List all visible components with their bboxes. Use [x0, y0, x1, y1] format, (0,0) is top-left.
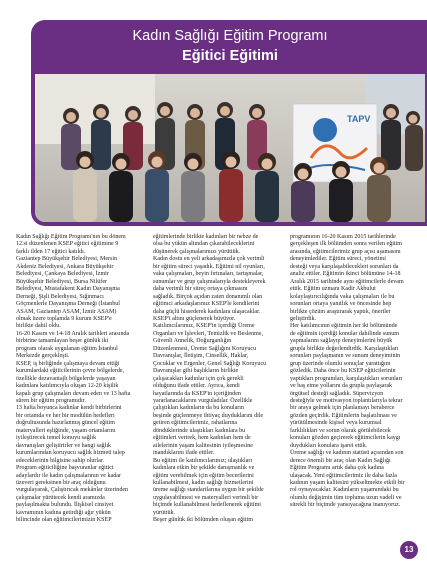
col3-line: ettik. Eğitim uzmanı Kadir Akbulut [290, 286, 376, 293]
col2-line: Bu eğitim ile katılımcılarımız; ulaştıkları [153, 457, 253, 464]
col1-line: Program eğiticiliğine başvuranlar eğitici [16, 465, 114, 472]
col3-line: olumlu değişimin tüm topluma uzun vadeli ve [290, 494, 402, 501]
col2-line: bir eğitim süreci yaşadık. Eğitimi nil oyunları, [153, 263, 265, 270]
col2-line: yararlanacaklarını vurguladılar. Özellikle [153, 397, 253, 404]
col3-line: sürekli bir biçimde yansıyacağına inanıyoruz. [290, 502, 401, 509]
col2-line: sağladık. Birçok açıdan zaten donanımlı olan [153, 293, 263, 300]
col2-line: olsa bu yükün altından çıkarabileceklerini [153, 241, 255, 248]
col1-line: süren bir eğitim programıdır. [16, 397, 86, 404]
article-title-line-2: Eğitici Eğitimi [182, 48, 278, 64]
col3-line: desteğiyle ve motivasyon toplantılarıyla tekrar [290, 397, 403, 404]
col3-line: sorunları ortaya yanıtlık ve öncesinde hep [290, 301, 392, 308]
col2-line: eğitim verebilmek için eğitim becerilerini [153, 472, 254, 479]
col1-line: kurumlarından koruyucu sağlık hizmeti talep [16, 450, 125, 457]
banner-text: TAPV [347, 114, 371, 124]
col1-line: doğrultusunda hazırlanmış güncel eğitim [16, 420, 115, 427]
col3-line: yaptıkları programları, karşılaştıkları sorunları [290, 375, 403, 382]
col2-line: Katılımcılarımız, KSEP'in içerdiği Üreme [153, 323, 255, 330]
col3-line: sorunları paylaşmanın ve sunum deneyiminin [290, 353, 401, 360]
col2-line: eğitimleri verirek, hem kadınları hem de [153, 435, 251, 442]
col3-line: konuları gözden geçirerek eğitimcilerin kaygı [290, 435, 401, 442]
col2-line: getiren eğitimcilerimiz, rahatlarına [153, 420, 238, 427]
col2-line: hayatlarında da KSEP'in içeriğinden [153, 390, 241, 397]
col1-line: 13 hafta boyunca kadınlar kendi birbirlerini [16, 405, 122, 412]
col3-line: programının 16-20 Kasım 2015 tarihlerinde [290, 234, 396, 240]
col1-line: Belediyesi, Çankaya Belediyesi, İzmir [16, 271, 109, 278]
col3-line: farklılıkları ve sorun olarak görülebilecek [290, 427, 391, 434]
col2-line: kullanabilmesi, kadın sağlığı hizmetlerini [153, 479, 254, 486]
col1-line: olmak üzere toplamda 9 kurum KSEP'e [16, 315, 112, 322]
col1-line: özellikle dezavantajlı bölgelerde yaşayan [16, 375, 116, 382]
col1-line: Derneği, Şişli Belediyesi, Sığınmacı [16, 293, 104, 300]
article-body [16, 234, 414, 554]
col1-line: 16-20 Kasım ve 14-18 Aralık tarihleri arasında [16, 330, 130, 337]
col1-line: Akdeniz Belediyesi, Ankara Büyükşehir [16, 263, 114, 270]
col2-line: beşinde güçlenmeye ihtiyaç duyduklarını dile [153, 412, 264, 419]
col3-line: bir araya gelmek için planlamayı beraberce [290, 405, 395, 412]
group-photo [35, 74, 425, 222]
col1-line: Merkezde gerçekleşti. [16, 353, 70, 360]
col3-line: arasında, eğitimcilerimiz grup açısı aşamasını [290, 248, 401, 255]
col2-line: Kadın dostu en yeli arkadaşımızla çok verimli [153, 256, 265, 263]
title-banner [31, 20, 427, 72]
col1-line: birbirine tamamlayan beşer günlük iki [16, 338, 109, 345]
col2-line: eğitimlerinde birlikte kadınları bir nebze de [153, 234, 259, 240]
col1-line: farklı ilden 17 eğitici katıldı. [16, 248, 86, 255]
col1-line: çalışmalar yürütecek kendi aramızda [16, 494, 105, 501]
col3-line: gerçekleşen ilk bölümden sonra verilen eğitim [290, 241, 403, 248]
text-column-2 [153, 234, 277, 525]
col3-line: ulaşacak. Yeni eğitimcilerimiz ile daha fazla [290, 472, 397, 479]
col3-line: grup üzerinde olumlu sonuçlar yarattığını [290, 360, 391, 367]
group-photo-illustration [35, 74, 425, 222]
col2-line: yürüttük. [153, 509, 176, 516]
col1-line: bir ortamda ve her bir modülün hedefleri [16, 412, 115, 419]
col3-line: de eğitimin içerdiği konular dahilinde sunum [290, 330, 399, 337]
col3-line: analiz ettiler. Eğitimin ikinci bölümüne 14-18 [290, 271, 401, 278]
col2-line: Organları ve İşlevleri, Temizlik ve Beslenme, [153, 330, 264, 337]
col1-line: birlikte dahil oldu. [16, 323, 61, 330]
col3-line: Aralık 2015 tarihinde aynı eğitimcilerle devam [290, 278, 404, 285]
col1-line: materyalleri eşliğinde, yaşam ortamlarını [16, 427, 116, 434]
col3-line: yapmalarını sağlayıp deneyimlerini büyük [290, 338, 393, 345]
col3-line: geliştirdik. [290, 315, 317, 322]
col3-line: örgütsel desteği sağladık. Süpervizyon [290, 390, 384, 397]
col2-line: ailelerinin yaşam kalitesinin iyileşmesine [153, 442, 253, 449]
col1-line: paylaşılmakta bulundu. İlişkisel cinsiyet [16, 502, 114, 509]
col1-line: edeceklerinin bilgisine sahip olurlar. [16, 457, 104, 464]
col1-line: kavramının kadına getirdiği ağır yükün [16, 509, 111, 516]
col2-line: vaka çalışmaları, beyin fırtınaları, tartışmalar, [153, 271, 264, 278]
col1-line: üzeveri gereksinen bir araç olduğunu [16, 479, 106, 486]
col1-line: 12.si düzenlenen KSEP eğitici eğitimine 9 [16, 241, 119, 248]
col3-line: gözledik. Daha önce bu KSEP eğiticilerinin [290, 368, 396, 375]
col3-line: desteği veya karşılaşabilecekleri sorunları da [290, 263, 399, 270]
col1-line: Büyükşehir Belediyesi, Bursa Nilüfer [16, 278, 108, 285]
col1-line: Kadın Sağlığı Eğitim Programı'nın bu dönem [16, 234, 126, 240]
col2-line: KSEP'i altını güçlenerek büyüyor. [153, 315, 236, 322]
col1-line: bilincinde olan eğitimcilerimizin KSEP [16, 517, 112, 524]
col3-line: Her katılımcının eğitimin her iki bölümünde [290, 323, 398, 330]
col2-line: eğitimci arkadaşlarımız KSEP'le kendilerini [153, 301, 260, 308]
article-title-line-1: Kadın Sağlığı Eğitim Programı [132, 28, 328, 44]
col1-line: Göçmenlerle Dayanışma Derneği (İstanbul [16, 301, 120, 308]
col2-line: üreme sağlığı standartlarına uygun bir şekilde [153, 487, 264, 494]
col3-line: ve baş etme yollarını da grupla paylaşarak [290, 383, 393, 390]
col3-line: Eğitim Programı artık daha çok kadına [290, 465, 384, 472]
col2-line: kadınlara etkin bir şekilde danışmanlık ve [153, 465, 255, 472]
col2-line: Davranışlar gibi başlıkların birlikte [153, 368, 239, 375]
col3-line: yürütülmesinde kişisel veya kurumsal [290, 420, 382, 427]
col2-line: Çocuklar ve Ergenler, Genel Sağlığı Koruyucu [153, 360, 267, 367]
col3-line: grupla birlikte değerlendirdik. Karşılaştıkları [290, 345, 399, 352]
col2-line: biçimde kullanabilmesi hedeflenerek eğitimi [153, 502, 261, 509]
col1-line: vurgulayarak, Çalıştırıcak mekânlar üzerinden [16, 487, 129, 494]
text-column-3 [290, 234, 414, 510]
col3-line: Üreme sağlığı ve kadının statüsü açısından son [290, 450, 404, 457]
col1-line: kadınlara katılımcıyla oluşan 12-20 kişilik [16, 383, 119, 390]
col1-line: adaylardır ile kadın çalışmalarının ve kadar [16, 472, 121, 479]
col3-line: derece önemli bir araç olan Kadın Sağlığı [290, 457, 391, 464]
col1-line: Belediyesi, Mustafakent Kadın Dayanışma [16, 286, 120, 293]
col1-line: Gaziantep Büyükşehir Belediyesi, Mersin [16, 256, 118, 263]
col2-line: çalışacakları kadınlar için çok gerekli [153, 375, 244, 382]
col3-line: deneyimlediler. Eğitim süreci, yönetimi [290, 256, 386, 263]
col2-line: daha verimli bir süreç ortaya çıkmasını [153, 286, 248, 293]
col2-line: Düzenlenmesi, Üreme Sağlığını Koruyucu [153, 345, 257, 352]
page-number: 13 [400, 541, 418, 559]
col2-line: Beşer günlük iki bölümden oluşan eğitim [153, 517, 253, 524]
col3-line: birlikte çözüm araştırarak yaptık, öneriler [290, 308, 391, 315]
col3-line: kadının yaşam kalitesini yükseltmekte etkili bir [290, 479, 405, 486]
col2-line: çalıştıkları kadınların da bu konuların [153, 405, 245, 412]
text-column-1 [16, 234, 140, 525]
col3-line: rol oynayacaklar. Kadınların yaşamındaki bu [290, 487, 399, 494]
col1-line: iyileştirecek temel konuyu sağlık [16, 435, 97, 442]
col1-line: KSEP, iş birliğinde çalışmaya devam ettiği [16, 360, 120, 367]
col2-line: daha güçlü hissederek kadınlara ulaşacaklar. [153, 308, 261, 315]
col2-line: inandıklarını ifade ettiler. [153, 450, 215, 457]
col2-line: Davranışlar, İletişim, Cinsellik, Haklar, [153, 353, 249, 360]
col1-line: kapalı grup çalışmaları devam eden ve 13 hafta [16, 390, 131, 397]
col1-line: davranışları geliştirirler ve hangi sağlık [16, 442, 112, 449]
col2-line: döndüklerinde ulaştıkları kadınlara bu [153, 427, 246, 434]
col3-line: duydukları konulara işaret ettik. [290, 442, 368, 449]
col1-line: program olarak uygulanan eğitim İstanbul [16, 345, 118, 352]
col2-line: olduğunu ifade ettiler. Ayrıca, kendi [153, 383, 240, 390]
col3-line: kolaylaştırıcılığında vaka çalışmaları ile bu [290, 293, 395, 300]
col1-line: ASAM, Gaziantep ASAM, İzmir ASAM) [16, 308, 117, 315]
col2-line: sunumlar ve grup çalışmalarıyla destekleyerek [153, 278, 266, 285]
col1-line: kurumlardaki eğiticilerinin çevre bölgelerde, [16, 368, 125, 375]
photo-frame [31, 72, 427, 226]
col3-line: gözden geçirdik. Eğitimlerin başlatılması ve [290, 412, 397, 419]
col2-line: uygulayabilmesi ve materyalleri verimli bir [153, 494, 259, 501]
col2-line: düşünerek çalışmalarımızı yürüttük. [153, 248, 241, 255]
col2-line: Güvenli Annelik, Doğurganlığın [153, 338, 232, 345]
